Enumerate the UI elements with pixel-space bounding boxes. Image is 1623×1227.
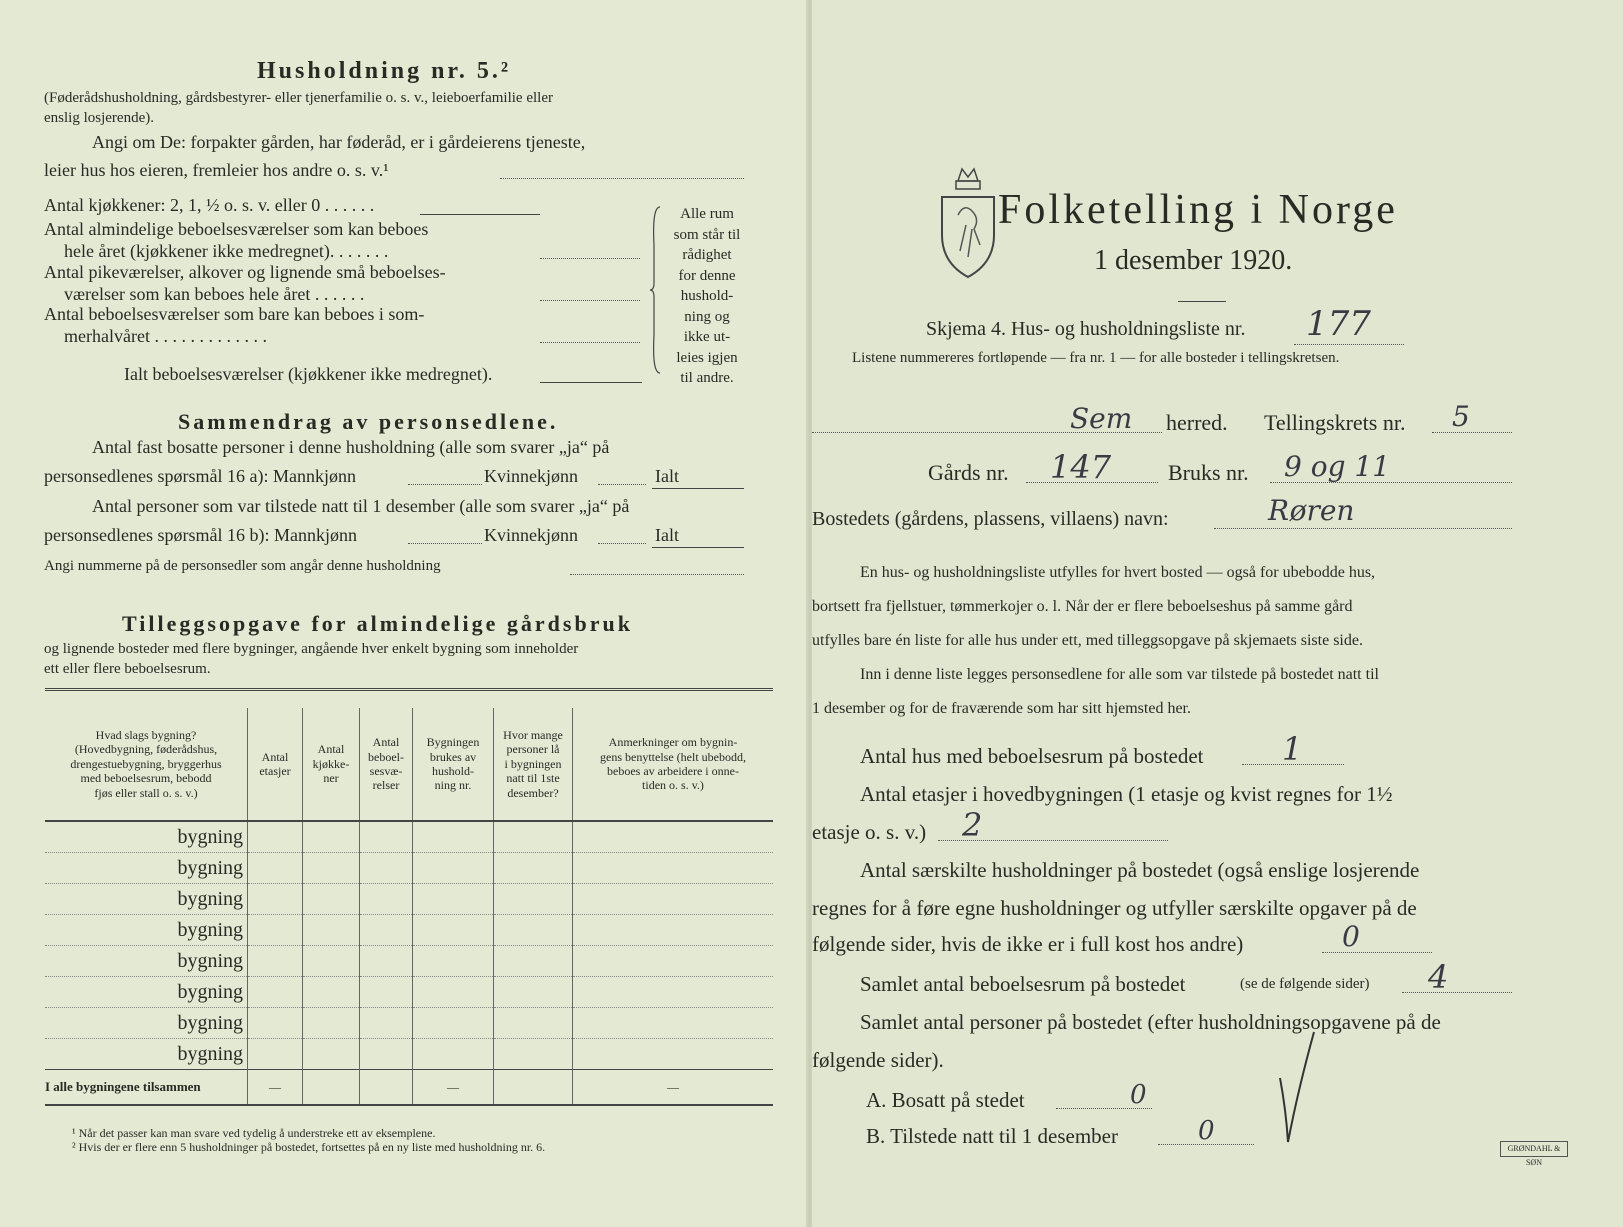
table-top-rule <box>45 688 773 691</box>
cell <box>494 1008 573 1039</box>
cell <box>303 946 360 977</box>
b-value: 0 <box>1198 1116 1215 1146</box>
answer-line <box>408 484 482 485</box>
cell <box>413 821 494 853</box>
cell <box>248 915 303 946</box>
table-total-row <box>45 1070 773 1106</box>
title-rule <box>1178 301 1226 302</box>
q-hus-value: 1 <box>1282 730 1303 768</box>
cell <box>494 915 573 946</box>
col-household: Bygningen brukes av hushold- ning nr. <box>413 708 494 821</box>
cell <box>303 1008 360 1039</box>
cell <box>413 977 494 1008</box>
answer-line <box>1322 952 1432 953</box>
table-row <box>45 977 773 1008</box>
total-row-label: I alle bygningene tilsammen <box>45 1070 248 1106</box>
cell <box>413 1008 494 1039</box>
summary-kvinne-1: Kvinnekjønn <box>484 466 578 486</box>
cell <box>413 1039 494 1070</box>
rooms-note-line: som står til <box>673 226 741 243</box>
answer-line <box>938 840 1168 841</box>
cell <box>303 915 360 946</box>
cell <box>494 1039 573 1070</box>
cell <box>494 853 573 884</box>
total-floors: — <box>248 1070 303 1106</box>
cell <box>494 946 573 977</box>
q-hush-line-2: regnes for å føre egne husholdninger og utfyller særskilte opgaver på de <box>812 896 1417 920</box>
summary-line-1: Antal fast bosatte personer i denne husholdning (alle som svarer „ja“ på <box>92 437 610 457</box>
total-remarks: — <box>573 1070 774 1106</box>
summary-line-4: personsedlenes spørsmål 16 b): Mannkjønn <box>44 525 357 545</box>
rooms-line-3: hele året (kjøkkener ikke medregnet). . . . . . . <box>64 241 389 261</box>
cell <box>573 853 774 884</box>
printer-stamp: GRØNDAHL & SØN <box>1500 1141 1568 1157</box>
row-label: bygning <box>45 915 248 946</box>
q-hush-line-3: følgende sider, hvis de ikke er i full kost hos andre) <box>812 932 1244 956</box>
brace-icon <box>650 205 662 375</box>
cell <box>360 977 413 1008</box>
answer-line <box>1242 764 1344 765</box>
answer-line <box>598 484 646 485</box>
a-value: 0 <box>1130 1080 1147 1110</box>
cell <box>248 977 303 1008</box>
rooms-note-line: Alle rum <box>680 206 734 222</box>
numbering-note: Listene nummereres fortløpende — fra nr. 1 — for alle bosteder i tellingskretsen. <box>852 350 1340 366</box>
q-rom-note: (se de følgende sider) <box>1240 976 1370 992</box>
col-persons: Hvor mange personer lå i bygningen natt til 1ste desember? <box>494 708 573 821</box>
row-label: bygning <box>45 821 248 853</box>
answer-line <box>1214 528 1512 529</box>
q-hush-line-1: Antal særskilte husholdninger på bostedet (også enslige losjerende <box>860 858 1420 882</box>
q-rom-label: Samlet antal beboelsesrum på bostedet <box>860 972 1186 996</box>
col-kitchens: Antal kjøkke- ner <box>303 708 360 821</box>
cell <box>303 821 360 853</box>
cell <box>303 1070 360 1106</box>
footnote-1: ¹ Når det passer kan man svare ved tydelig å understreke ett av eksemplene. <box>72 1126 436 1140</box>
row-label: bygning <box>45 946 248 977</box>
footnote-2: ² Hvis der er flere enn 5 husholdninger på bostedet, fortsettes på en ny liste med husholdning nr. 6. <box>72 1140 546 1154</box>
rooms-line-4: Antal pikeværelser, alkover og lignende små beboelses- <box>44 262 446 282</box>
table-row <box>45 946 773 977</box>
total-household: — <box>413 1070 494 1106</box>
cell <box>494 1070 573 1106</box>
table-row <box>45 821 773 853</box>
b-label: B. Tilstede natt til 1 desember <box>866 1124 1118 1148</box>
rooms-line-5: værelser som kan beboes hele året . . . . . . <box>64 284 365 304</box>
cell <box>248 1008 303 1039</box>
para-line-5: 1 desember og for de fraværende som har sitt hjemsted her. <box>812 700 1191 717</box>
cell <box>413 946 494 977</box>
question-line-2: leier hus hos eieren, fremleier hos andre o. s. v.¹ <box>44 160 389 180</box>
cell <box>248 884 303 915</box>
table-row <box>45 1008 773 1039</box>
summary-ialt-1: Ialt <box>655 466 679 486</box>
q-pers-line-2: følgende sider). <box>812 1048 944 1072</box>
cell <box>303 977 360 1008</box>
rooms-note <box>666 204 748 389</box>
answer-line <box>652 547 744 548</box>
cell <box>573 977 774 1008</box>
coat-of-arms-icon <box>936 163 1000 279</box>
rooms-note-line: rådighet <box>682 247 732 263</box>
summary-line-3: Antal personer som var tilstede natt til 1 desember (alle som svarer „ja“ på <box>92 496 630 516</box>
answer-line <box>598 543 646 544</box>
herred-value: Sem <box>1070 402 1133 435</box>
building-table <box>45 708 773 1106</box>
cell <box>360 946 413 977</box>
cell <box>413 853 494 884</box>
gards-value: 147 <box>1050 448 1112 486</box>
total-rooms-label: Ialt beboelsesværelser (kjøkkener ikke medregnet). <box>124 364 493 384</box>
summary-kvinne-2: Kvinnekjønn <box>484 525 578 545</box>
answer-line <box>1294 344 1404 345</box>
cell <box>573 1008 774 1039</box>
para-line-1: En hus- og husholdningsliste utfylles for hvert bosted — også for ubebodde hus, <box>860 564 1376 581</box>
summary-ialt-2: Ialt <box>655 525 679 545</box>
cell <box>360 1008 413 1039</box>
cell <box>573 915 774 946</box>
row-label: bygning <box>45 884 248 915</box>
total-rooms-answer <box>540 382 642 383</box>
cell <box>573 946 774 977</box>
cell <box>360 1070 413 1106</box>
rooms-line-6: Antal beboelsesværelser som bare kan beboes i som- <box>44 304 425 324</box>
rooms-note-line: ikke ut- <box>683 329 731 345</box>
rooms-note-line: ning og <box>684 308 730 325</box>
intro-line-1: (Føderådshusholdning, gårdsbestyrer- eller tjenerfamilie o. s. v., leieboerfamilie eller <box>44 90 553 106</box>
question-answer-line <box>500 178 744 179</box>
form-date: 1 desember 1920. <box>1094 245 1293 276</box>
krets-label: Tellingskrets nr. <box>1264 410 1406 435</box>
table-row <box>45 1039 773 1070</box>
household-title: Husholdning nr. 5.² <box>257 58 512 84</box>
checkmark-icon <box>1278 1030 1318 1150</box>
col-building-type: Hvad slags bygning? (Hovedbygning, føderådshus, drengestuebygning, bryggerhus med beboelsesrum, bebodd fjøs eller stall o. s. v.) <box>45 708 248 821</box>
q-etasjer-line-2: etasje o. s. v.) <box>812 820 927 844</box>
cell <box>494 977 573 1008</box>
bosted-value: Røren <box>1268 494 1355 527</box>
summary-numbers: Angi nummerne på de personsedler som angår denne husholdning <box>44 558 441 574</box>
cell <box>494 821 573 853</box>
a-label: A. Bosatt på stedet <box>866 1088 1025 1112</box>
cell <box>494 884 573 915</box>
krets-value: 5 <box>1452 400 1470 433</box>
schema-label: Skjema 4. Hus- og husholdningsliste nr. <box>926 318 1246 340</box>
cell <box>360 915 413 946</box>
cell <box>248 1039 303 1070</box>
col-remarks: Anmerkninger om bygnin- gens benyttelse (helt ubebodd, beboes av arbeidere i onne- tiden o. s. v.) <box>573 708 774 821</box>
para-line-4: Inn i denne liste legges personsedlene for alle som var tilstede på bostedet natt til <box>860 666 1379 683</box>
bosted-label: Bostedets (gårdens, plassens, villaens) navn: <box>812 508 1169 530</box>
cell <box>248 853 303 884</box>
rooms-answer-2 <box>540 258 640 259</box>
row-label: bygning <box>45 1008 248 1039</box>
summary-line-2: personsedlenes spørsmål 16 a): Mannkjønn <box>44 466 356 486</box>
col-floors: Antal etasjer <box>248 708 303 821</box>
q-hus-label: Antal hus med beboelsesrum på bostedet <box>860 744 1204 768</box>
answer-line <box>1402 992 1512 993</box>
table-row <box>45 884 773 915</box>
cell <box>573 1039 774 1070</box>
rooms-note-line: hushold- <box>680 288 734 304</box>
rooms-note-line: til andre. <box>680 370 734 386</box>
para-line-3: utfylles bare én liste for alle hus under ett, med tilleggsopgave på skjemaets siste side. <box>812 632 1363 649</box>
rooms-note-line: for denne <box>678 267 736 284</box>
cell <box>360 821 413 853</box>
q-etasjer-value: 2 <box>962 806 983 844</box>
left-page <box>0 0 810 1227</box>
rooms-answer-1 <box>420 214 540 215</box>
row-label: bygning <box>45 853 248 884</box>
rooms-line-1: Antal kjøkkener: 2, 1, ½ o. s. v. eller 0 . . . . . . <box>44 195 375 215</box>
form-title: Folketelling i Norge <box>998 187 1398 233</box>
answer-line <box>408 543 482 544</box>
cell <box>360 1039 413 1070</box>
rooms-answer-3 <box>540 300 640 301</box>
cell <box>303 1039 360 1070</box>
answer-line <box>1026 482 1158 483</box>
summary-title: Sammendrag av personsedlene. <box>178 409 559 434</box>
cell <box>360 884 413 915</box>
answer-line <box>1056 1108 1152 1109</box>
q-etasjer-line-1: Antal etasjer i hovedbygningen (1 etasje og kvist regnes for 1½ <box>860 782 1393 806</box>
question-line-1: Angi om De: forpakter gården, har føderåd, er i gårdeierens tjeneste, <box>92 132 586 152</box>
q-pers-line-1: Samlet antal personer på bostedet (efter husholdningsopgavene på de <box>860 1010 1441 1034</box>
bruks-value: 9 og 11 <box>1284 450 1391 483</box>
rooms-answer-4 <box>540 342 640 343</box>
supp-intro-1: og lignende bosteder med flere bygninger, angående hver enkelt bygning som inneholder <box>44 641 579 657</box>
table-row <box>45 853 773 884</box>
gards-label: Gårds nr. <box>928 460 1009 485</box>
bruks-label: Bruks nr. <box>1168 460 1249 485</box>
rooms-line-2: Antal almindelige beboelsesværelser som kan beboes <box>44 219 429 239</box>
herred-label: herred. <box>1166 410 1228 435</box>
cell <box>303 853 360 884</box>
cell <box>248 821 303 853</box>
answer-line <box>1432 432 1512 433</box>
right-page <box>812 0 1623 1227</box>
rooms-line-7: merhalvåret . . . . . . . . . . . . . <box>64 326 267 346</box>
intro-line-2: enslig losjerende). <box>44 110 154 126</box>
cell <box>413 884 494 915</box>
cell <box>573 884 774 915</box>
q-rom-value: 4 <box>1428 958 1449 996</box>
table-header-row <box>45 708 773 821</box>
cell <box>413 915 494 946</box>
row-label: bygning <box>45 1039 248 1070</box>
rooms-note-line: leies igjen <box>676 349 738 366</box>
row-label: bygning <box>45 977 248 1008</box>
answer-line <box>1270 482 1512 483</box>
answer-line <box>1158 1144 1254 1145</box>
supp-title: Tilleggsopgave for almindelige gårdsbruk <box>122 611 633 636</box>
cell <box>303 884 360 915</box>
cell <box>248 946 303 977</box>
para-line-2: bortsett fra fjellstuer, tømmerkojer o. l. Når der er flere beboelseshus på samme gård <box>812 598 1353 615</box>
q-hush-value: 0 <box>1342 920 1360 953</box>
schema-value: 177 <box>1306 304 1371 344</box>
col-rooms: Antal beboel- sesvæ- relser <box>360 708 413 821</box>
cell <box>573 821 774 853</box>
answer-line <box>652 488 744 489</box>
supp-intro-2: ett eller flere beboelsesrum. <box>44 661 211 677</box>
table-row <box>45 915 773 946</box>
cell <box>360 853 413 884</box>
answer-line <box>570 574 744 575</box>
